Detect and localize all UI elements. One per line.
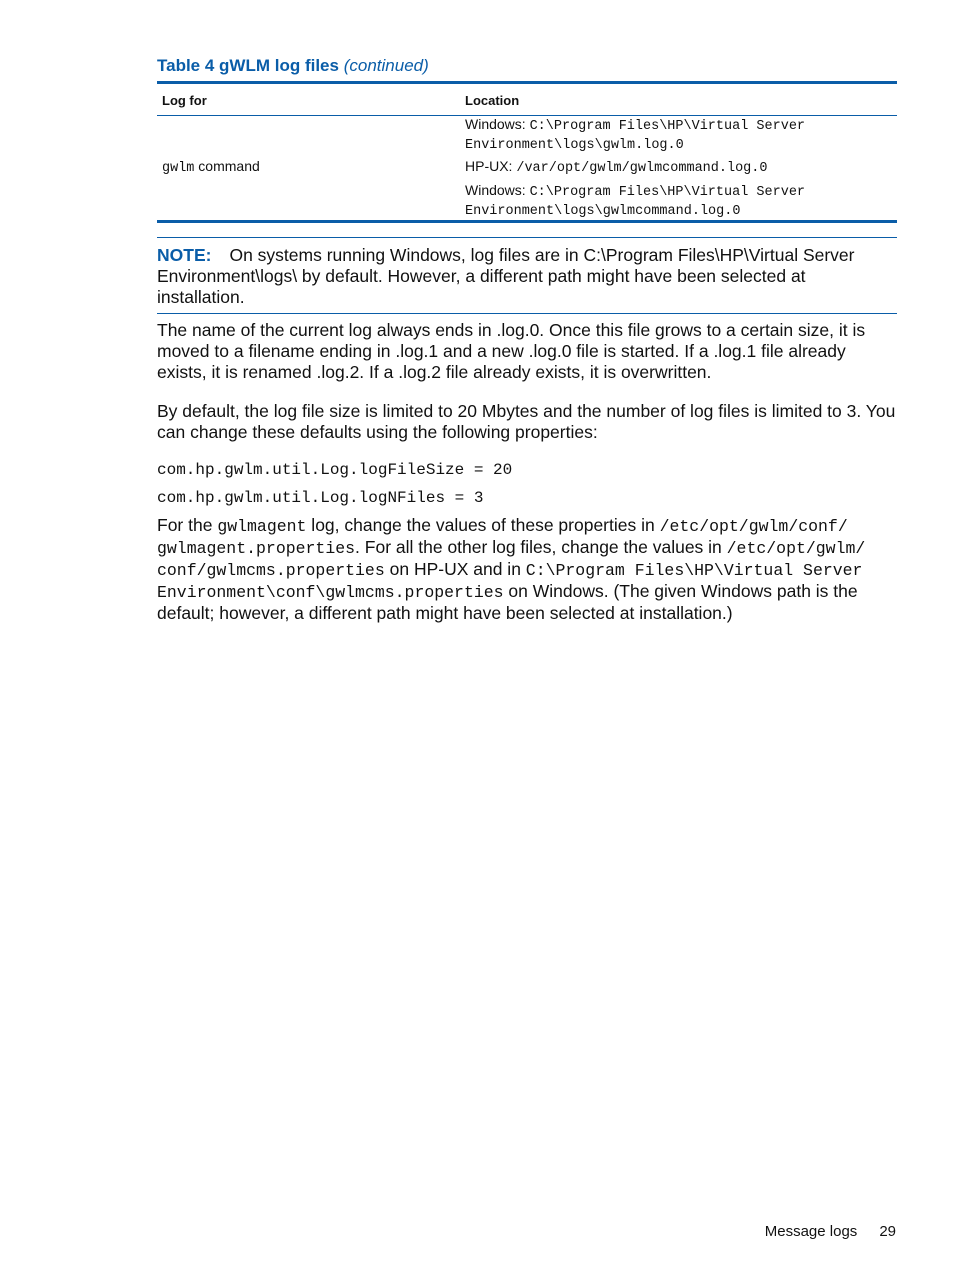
paragraph-properties-location — [157, 515, 897, 624]
note-text: On systems running Windows, log files are in C:\Program Files\HP\Virtual Server Environment\logs\ by default. However, a different path might have been selected at installation. — [157, 245, 855, 307]
code-line-logfilesize: com.hp.gwlm.util.Log.logFileSize = 20 — [157, 461, 513, 479]
paragraph-log-rotation: The name of the current log always ends in .log.0. Once this file grows to a certain size, it is moved to a filename ending in .log.1 and a new .log.0 file is started. If a .log.1 file already exists, it is renamed .log.2. If a .log.2 file already exists, it is overwritten. — [157, 320, 866, 382]
paragraph-defaults: By default, the log file size is limited to 20 Mbytes and the number of log files is limited to 3. You can change these defaults using the following properties: — [157, 400, 896, 442]
page-content — [157, 54, 897, 642]
code-cms-properties-path: /etc/opt/gwlm/ conf/gwlmcms.properties — [157, 539, 866, 580]
location-windows — [465, 182, 892, 220]
log-name-code: gwlm — [162, 161, 195, 176]
table-header-row — [157, 83, 897, 116]
cell-log-for — [157, 154, 460, 222]
text-run: For the — [157, 515, 218, 535]
hpux-log-path: /var/opt/gwlm/gwlmcommand.log.0 — [516, 161, 768, 176]
note-box — [157, 237, 897, 314]
table-caption-title: Table 4 gWLM log files — [157, 56, 339, 75]
code-line-lognfiles: com.hp.gwlm.util.Log.logNFiles = 3 — [157, 489, 484, 507]
footer-section-title: Message logs — [764, 1223, 858, 1240]
log-files-table — [157, 81, 897, 223]
windows-log-path: C:\Program Files\HP\Virtual Server — [529, 119, 806, 134]
header-log-for: Log for — [162, 93, 207, 108]
cell-log-for-empty — [157, 116, 460, 155]
os-label: Windows: — [465, 116, 526, 132]
page-footer — [765, 1222, 896, 1242]
os-label: Windows: — [465, 182, 526, 198]
text-run: on Windows. (The given Windows path is the default; however, a different path might have been selected at installation.) — [157, 581, 858, 623]
os-label: HP-UX: — [465, 158, 513, 174]
cell-location — [460, 116, 897, 155]
location-hpux — [465, 158, 892, 177]
text-run: . For all the other log files, change the values in — [355, 537, 727, 557]
location-windows — [465, 116, 892, 154]
table-caption — [157, 54, 897, 78]
table-row — [157, 116, 897, 155]
note-label: NOTE: — [157, 245, 212, 265]
text-run: on HP-UX and in — [384, 559, 526, 579]
header-location: Location — [465, 93, 520, 108]
cell-location — [460, 154, 897, 222]
table-row — [157, 154, 897, 222]
windows-log-path-continued: Environment\logs\gwlmcommand.log.0 — [465, 204, 741, 219]
code-gwlmagent: gwlmagent — [217, 517, 307, 536]
code-windows-properties-path: C:\Program Files\HP\Virtual Server Environment\conf\gwlmcms.properties — [157, 561, 863, 602]
page-number: 29 — [879, 1223, 896, 1240]
text-run: log, change the values of these properties in — [306, 515, 660, 535]
log-name-text: command — [194, 158, 260, 174]
windows-log-path-continued: Environment\logs\gwlm.log.0 — [465, 138, 684, 153]
table-caption-continued: (continued) — [343, 56, 429, 75]
windows-log-path: C:\Program Files\HP\Virtual Server — [529, 185, 806, 200]
code-agent-properties-path: /etc/opt/gwlm/conf/ gwlmagent.properties — [157, 517, 848, 558]
